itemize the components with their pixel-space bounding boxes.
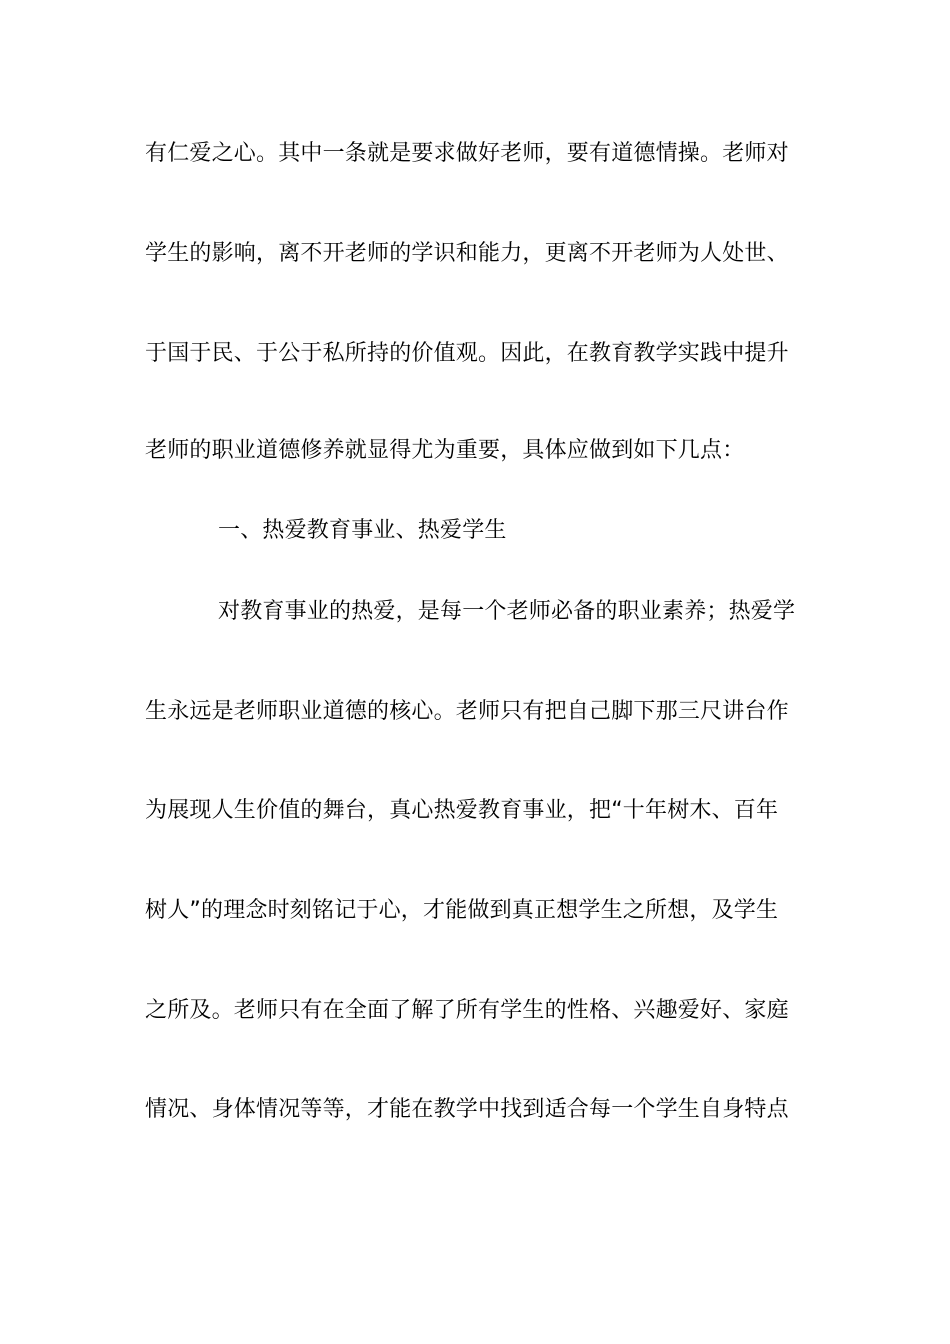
- paragraph-line: 老师的职业道德修养就显得尤为重要，具体应做到如下几点：: [145, 438, 745, 463]
- paragraph-line: 为展现人生价值的舞台，真心热爱教育事业，把“十年树木、百年: [145, 798, 779, 823]
- paragraph-line: 树人”的理念时刻铭记于心，才能做到真正想学生之所想，及学生: [145, 898, 779, 923]
- paragraph-line: 学生的影响，离不开老师的学识和能力，更离不开老师为人处世、: [145, 241, 789, 266]
- paragraph-line: 之所及。老师只有在全面了解了所有学生的性格、兴趣爱好、家庭: [145, 998, 789, 1023]
- paragraph-line: 对教育事业的热爱，是每一个老师必备的职业素养；热爱学: [218, 599, 796, 624]
- paragraph-line: 生永远是老师职业道德的核心。老师只有把自己脚下那三尺讲台作: [145, 699, 789, 724]
- section-heading: 一、热爱教育事业、热爱学生: [218, 518, 507, 543]
- paragraph-line: 情况、身体情况等等，才能在教学中找到适合每一个学生自身特点: [145, 1097, 789, 1122]
- paragraph-line: 于国于民、于公于私所持的价值观。因此，在教育教学实践中提升: [145, 341, 789, 366]
- paragraph-line: 有仁爱之心。其中一条就是要求做好老师，要有道德情操。老师对: [145, 141, 789, 166]
